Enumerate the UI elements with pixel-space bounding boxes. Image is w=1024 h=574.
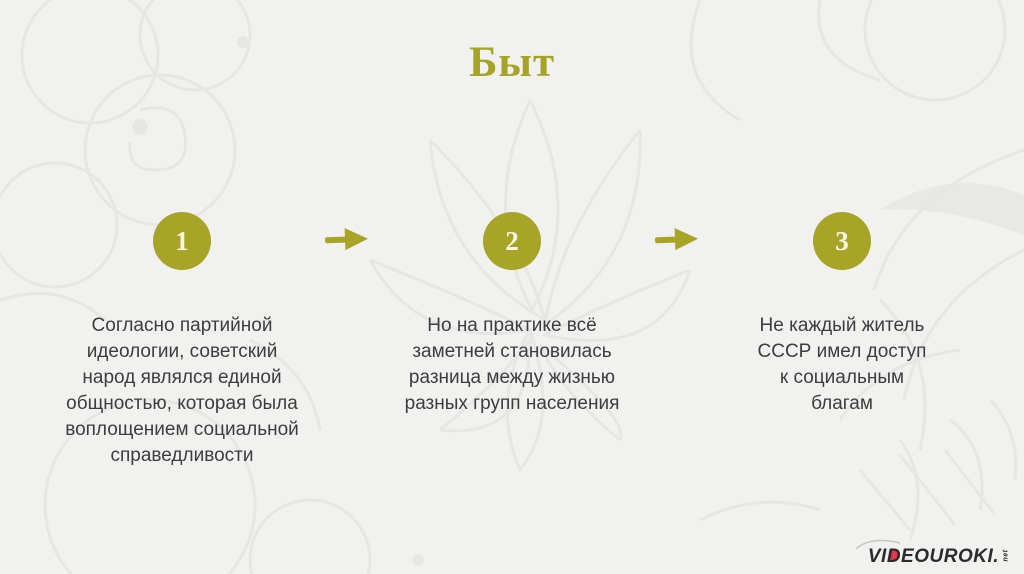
logo-letter-d: D (886, 546, 902, 567)
logo-text-eouroki: EOUROKI. (901, 546, 999, 567)
step-1-circle (153, 212, 211, 270)
logo-text-vi: VI (867, 546, 887, 567)
step-1-number: 1 (175, 225, 189, 256)
step-3-circle (813, 212, 871, 270)
step-1-text: Согласно партийной идеологии, советский народ являлся единой общностью, которая была воплощением социальной справедливости (65, 315, 299, 466)
step-3 (672, 212, 1012, 417)
step-1 (12, 212, 352, 469)
logo-suffix-net: net (1002, 549, 1010, 561)
step-3-text: Не каждый житель СССР имел доступ к социальным благам (757, 315, 927, 414)
step-2-number: 2 (505, 225, 519, 256)
step-3-number: 3 (835, 225, 849, 256)
step-2 (342, 212, 682, 417)
page-title: Быт (468, 39, 556, 86)
videouroki-logo (868, 544, 1012, 570)
step-2-text: Но на практике всё заметней становилась разница между жизнью разных групп населения (404, 315, 620, 414)
step-2-circle (483, 212, 541, 270)
